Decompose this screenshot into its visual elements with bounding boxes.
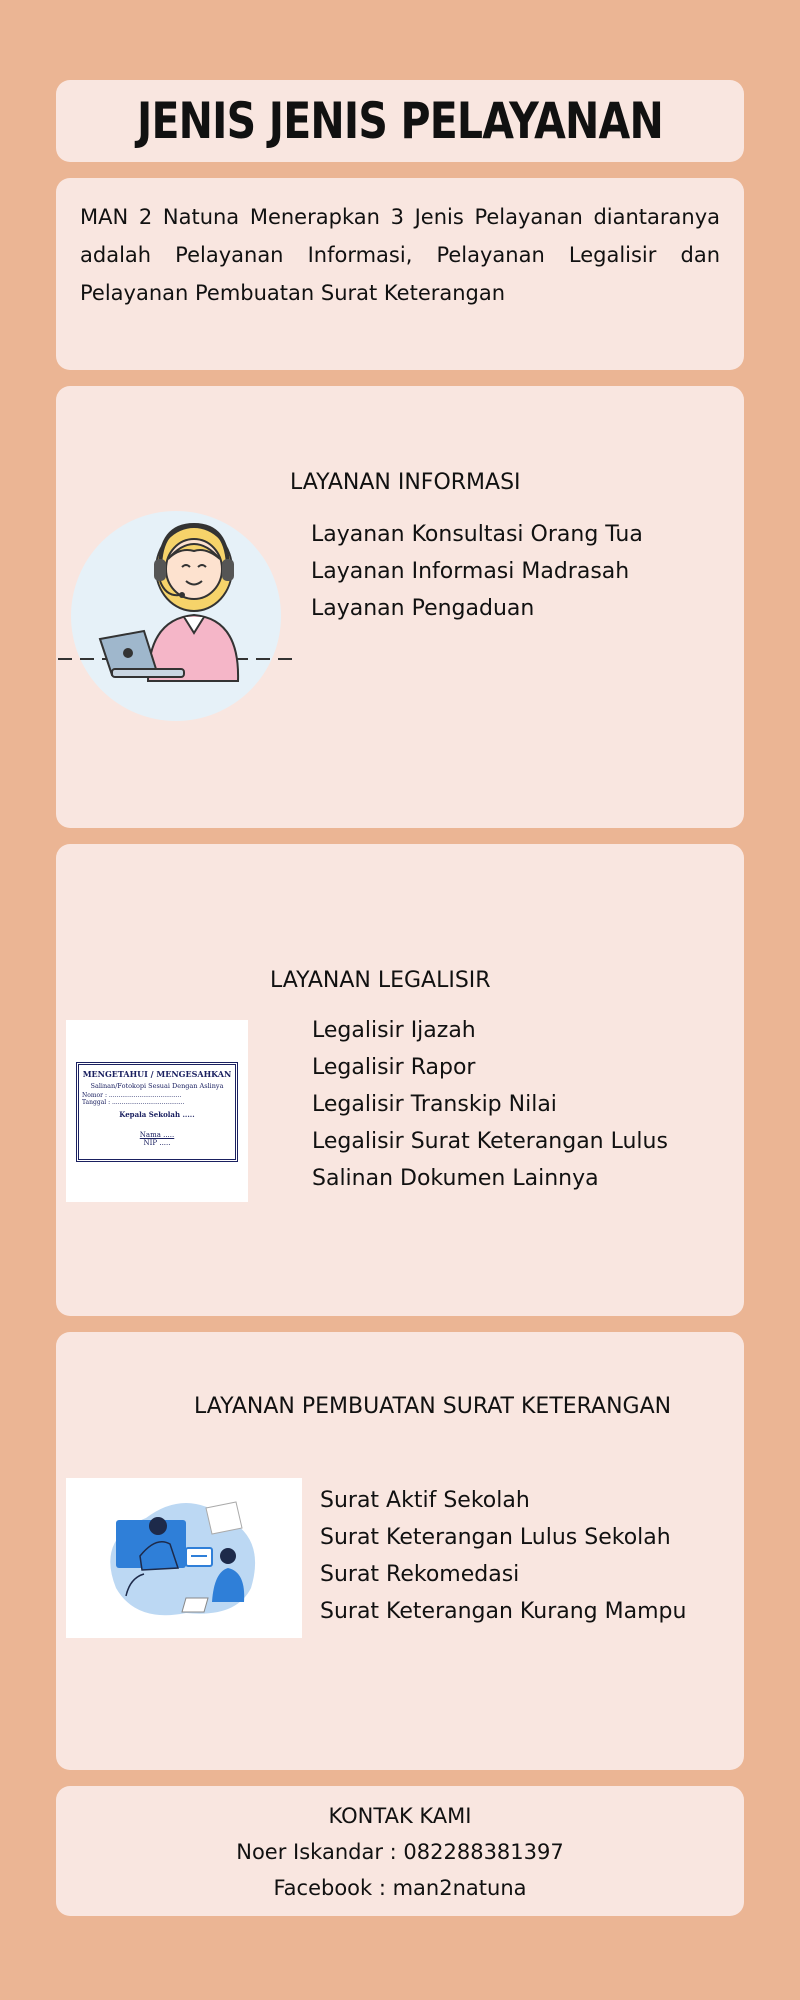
list-item: Salinan Dokumen Lainnya [312,1166,599,1191]
list-item: Legalisir Rapor [312,1055,476,1080]
stamp-nip: NIP ..... [143,1139,171,1147]
contact-card [56,1786,744,1916]
stamp-tanggal-label: Tanggal [82,1099,107,1106]
surat-card [56,1332,744,1770]
legalisir-list [312,1012,668,1197]
informasi-list [311,516,643,627]
list-item: Layanan Pengaduan [311,596,535,621]
stamp-frame: MENGETAHUI / MENGESAHKAN Salinan/Fotokopi Sesuai Dengan Aslinya Nomor : ...................................... Tanggal : ...................................... Kepala Sekolah ..... Nama ..... NIP ..... [76,1062,238,1162]
list-item: Legalisir Surat Keterangan Lulus [312,1129,668,1154]
surat-title: LAYANAN PEMBUATAN SURAT KETERANGAN [194,1394,672,1419]
list-item: Legalisir Ijazah [312,1018,476,1043]
legalisir-title: LAYANAN LEGALISIR [270,968,491,993]
list-item: Surat Aktif Sekolah [320,1488,530,1513]
list-item: Layanan Konsultasi Orang Tua [311,522,643,547]
online-meeting-icon [66,1478,302,1638]
page-title: JENIS JENIS PELAYANAN [137,92,663,150]
list-item: Surat Keterangan Kurang Mampu [320,1599,687,1624]
list-item: Surat Rekomedasi [320,1562,520,1587]
stamp-kepala: Kepala Sekolah ..... [119,1110,195,1119]
legalization-stamp-icon [66,1020,248,1202]
surat-list [320,1482,686,1630]
intro-text: MAN 2 Natuna Menerapkan 3 Jenis Pelayanan diantaranya adalah Pelayanan Informasi, Pelayanan Legalisir dan Pelayanan Pembuatan Surat Keterangan [80,205,720,305]
stamp-nama: Nama ..... [139,1131,175,1139]
stamp-nomor-label: Nomor [82,1092,104,1099]
contact-title: KONTAK KAMI [328,1804,472,1828]
support-agent-icon [56,511,296,731]
title-card [56,80,744,162]
informasi-title: LAYANAN INFORMASI [290,470,521,495]
stamp-subheading: Salinan/Fotokopi Sesuai Dengan Aslinya [90,1082,224,1090]
contact-phone: Noer Iskandar : 082288381397 [236,1840,564,1864]
list-item: Layanan Informasi Madrasah [311,559,630,584]
stamp-heading: MENGETAHUI / MENGESAHKAN [82,1069,232,1079]
intro-card [56,178,744,370]
informasi-card [56,386,744,828]
list-item: Surat Keterangan Lulus Sekolah [320,1525,671,1550]
list-item: Legalisir Transkip Nilai [312,1092,557,1117]
contact-facebook: Facebook : man2natuna [273,1876,527,1900]
legalisir-card [56,844,744,1316]
